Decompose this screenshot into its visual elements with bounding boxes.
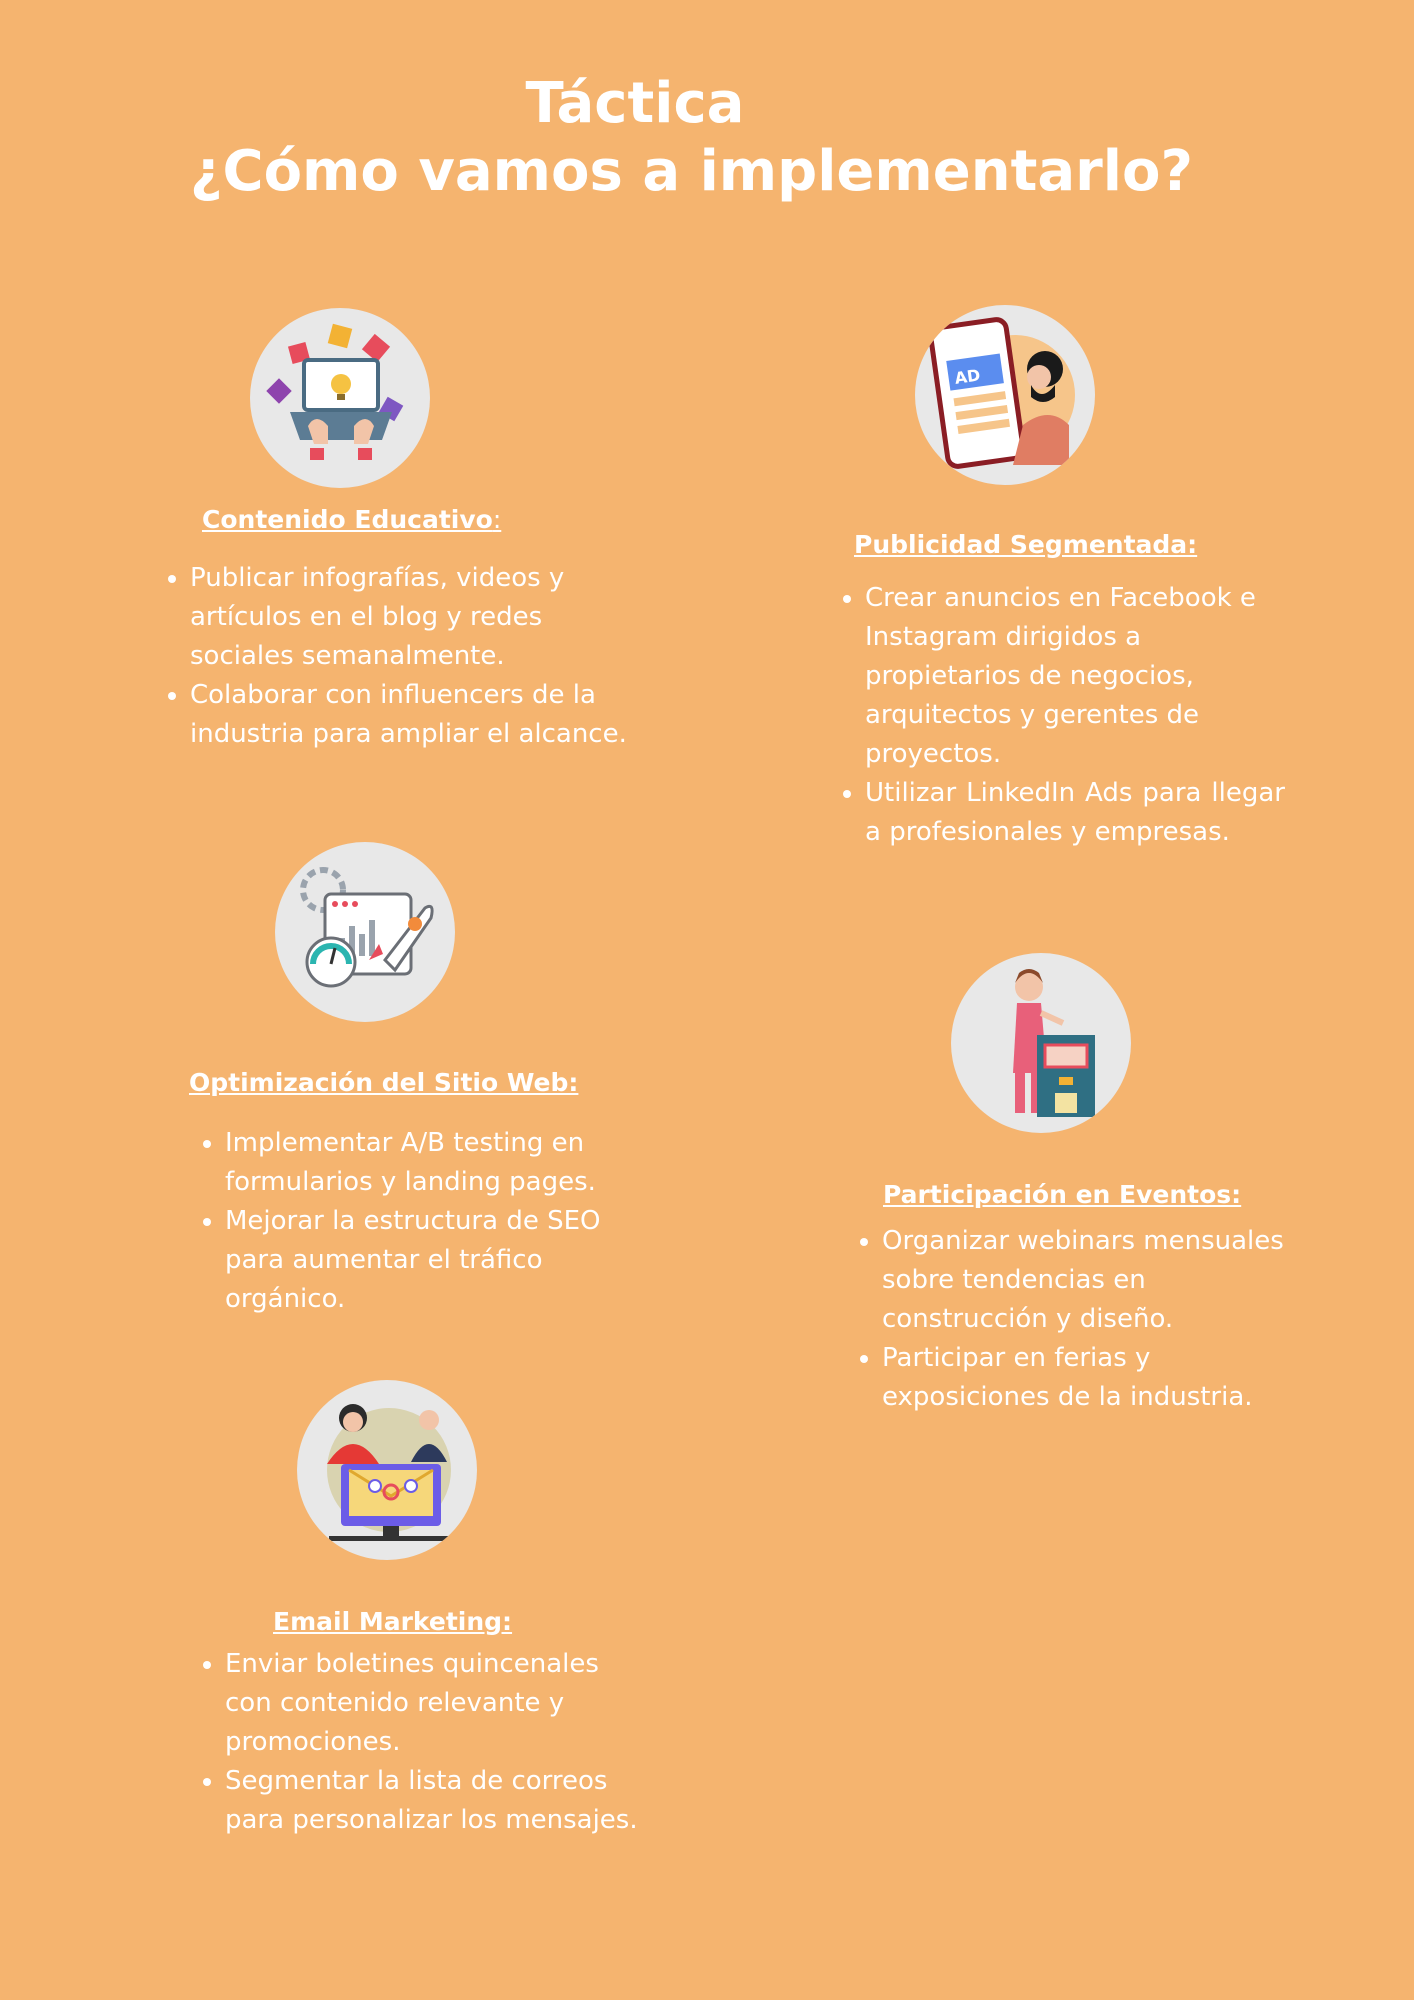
rocket-dashboard-icon (275, 842, 455, 1022)
list-item: • Implementar A/B testing en formularios y landing pages. (225, 1124, 635, 1202)
heading-optimizacion-sitio-web: Optimización del Sitio Web: (189, 1068, 579, 1097)
list-item: • Participar en ferias y exposiciones de la industria. (882, 1339, 1292, 1417)
list-participacion-eventos (848, 1222, 1292, 1417)
list-item: • Organizar webinars mensuales sobre tendencias en construcción y diseño. (882, 1222, 1292, 1339)
list-item: • Segmentar la lista de correos para personalizar los mensajes. (225, 1762, 645, 1840)
laptop-ideas-icon (250, 308, 430, 488)
phone-ad-icon (915, 305, 1095, 485)
title-tactica: Táctica (525, 71, 745, 136)
email-campaign-icon (297, 1380, 477, 1560)
heading-email-marketing: Email Marketing: (273, 1607, 513, 1636)
list-item: • Utilizar LinkedIn Ads para llegar a profesionales y empresas. (865, 774, 1285, 852)
list-item: • Mejorar la estructura de SEO para aumentar el tráfico orgánico. (225, 1202, 635, 1319)
list-optimizacion-sitio-web (191, 1124, 635, 1319)
speaker-podium-icon (951, 953, 1131, 1133)
svg-text:AD: AD (953, 365, 982, 388)
list-item: • Enviar boletines quincenales con contenido relevante y promociones. (225, 1645, 645, 1762)
list-item: • Publicar infografías, videos y artículos en el blog y redes sociales semanalmente. (190, 559, 630, 676)
list-item: • Colaborar con influencers de la industria para ampliar el alcance. (190, 676, 630, 754)
heading-contenido-educativo: Contenido Educativo: (202, 505, 502, 534)
heading-participacion-eventos: Participación en Eventos: (883, 1180, 1242, 1209)
title-question: ¿Cómo vamos a implementarlo? (190, 139, 1193, 204)
list-item: • Crear anuncios en Facebook e Instagram dirigidos a propietarios de negocios, arquitectos y gerentes de proyectos. (865, 579, 1285, 774)
list-email-marketing (191, 1645, 645, 1840)
list-contenido-educativo (156, 559, 630, 754)
heading-publicidad-segmentada: Publicidad Segmentada: (854, 530, 1198, 559)
list-publicidad-segmentada (831, 579, 1285, 852)
